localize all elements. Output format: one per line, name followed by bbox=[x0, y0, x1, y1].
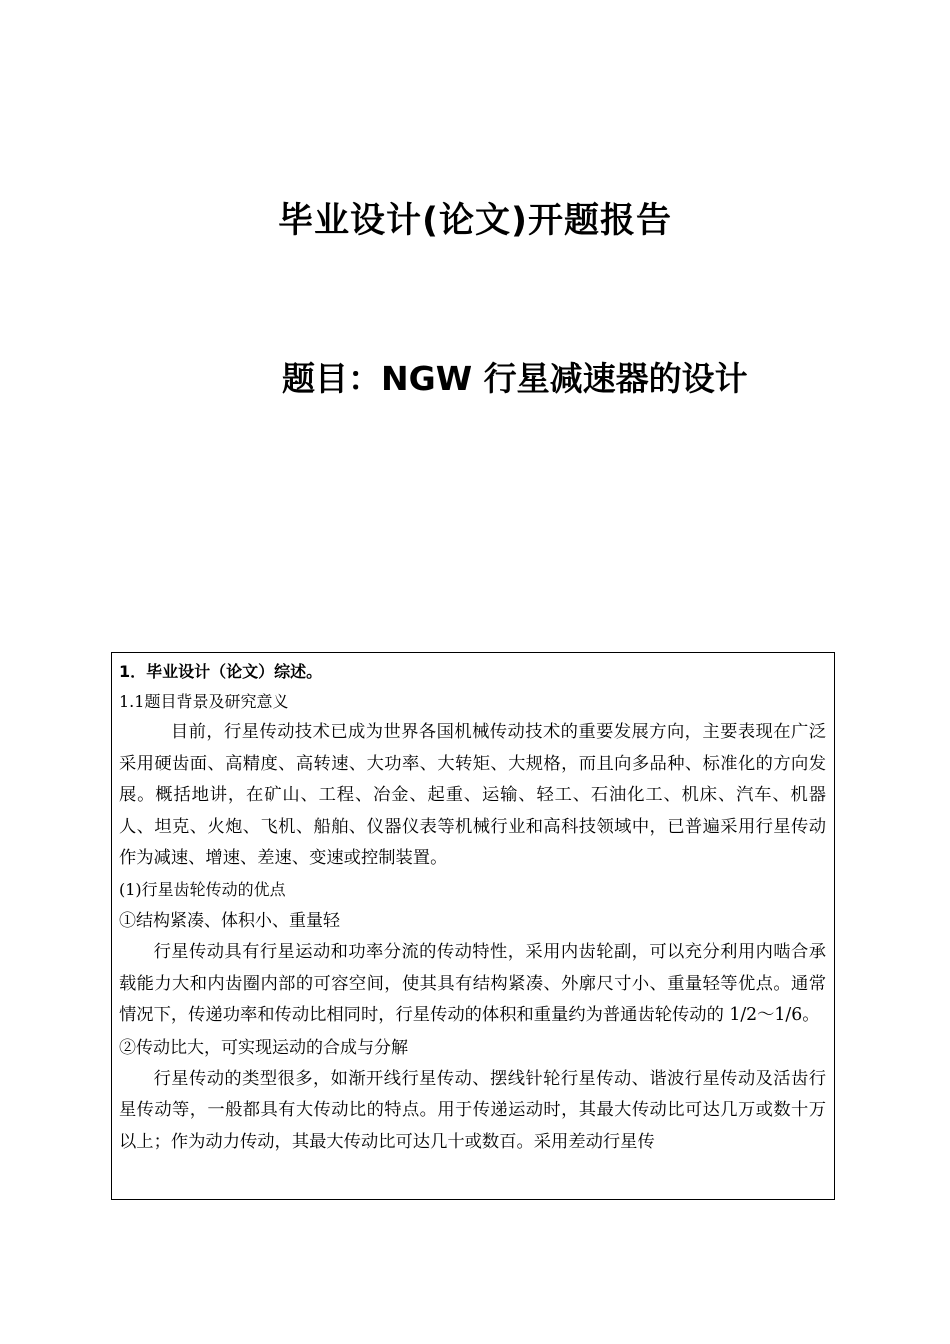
content-box bbox=[111, 652, 835, 1200]
topic-line bbox=[282, 355, 902, 403]
advantage-1-paragraph: 行星传动具有行星运动和功率分流的传动特性，采用内齿轮副，可以充分利用内啮合承载能力大和内齿圈内部的可容空间，使其具有结构紧凑、外廓尺寸小、重量轻等优点。通常情况下，传递功率和传动比相同时，行星传动的体积和重量约为普通齿轮传动的 1/2～1/6。 bbox=[119, 941, 826, 1026]
topic-name: NGW 行星减速器的设计 bbox=[381, 359, 748, 398]
report-title: 毕业设计(论文)开题报告 bbox=[278, 201, 672, 241]
advantage-2-title: ②传动比大，可实现运动的合成与分解 bbox=[119, 1037, 408, 1058]
topic-label: 题目： bbox=[282, 359, 381, 398]
intro-paragraph: 目前，行星传动技术已成为世界各国机械传动技术的重要发展方向，主要表现在广泛采用硬齿面、高精度、高转速、大功率、大转矩、大规格，而且向多品种、标准化的方向发展。概括地讲，在矿山、工程、冶金、起重、运输、轻工、石油化工、机床、汽车、机器人、坦克、火炮、飞机、船舶、仪器仪表等机械行业和高科技领域中，已普遍采用行星传动作为减速、增速、差速、变速或控制装置。 bbox=[119, 722, 826, 869]
section-heading: 1．毕业设计（论文）综述。 bbox=[119, 662, 323, 681]
advantage-2-paragraph: 行星传动的类型很多，如渐开线行星传动、摆线针轮行星传动、谐波行星传动及活齿行星传动等，一般都具有大传动比的特点。用于传递运动时，其最大传动比可达几万或数十万以上；作为动力传动，其最大传动比可达几十或数百。采用差动行星传 bbox=[119, 1068, 826, 1152]
point-heading: (1)行星齿轮传动的优点 bbox=[119, 879, 286, 899]
subsection-heading: 1.1题目背景及研究意义 bbox=[119, 692, 289, 711]
advantage-1-title: ①结构紧凑、体积小、重量轻 bbox=[119, 910, 340, 931]
